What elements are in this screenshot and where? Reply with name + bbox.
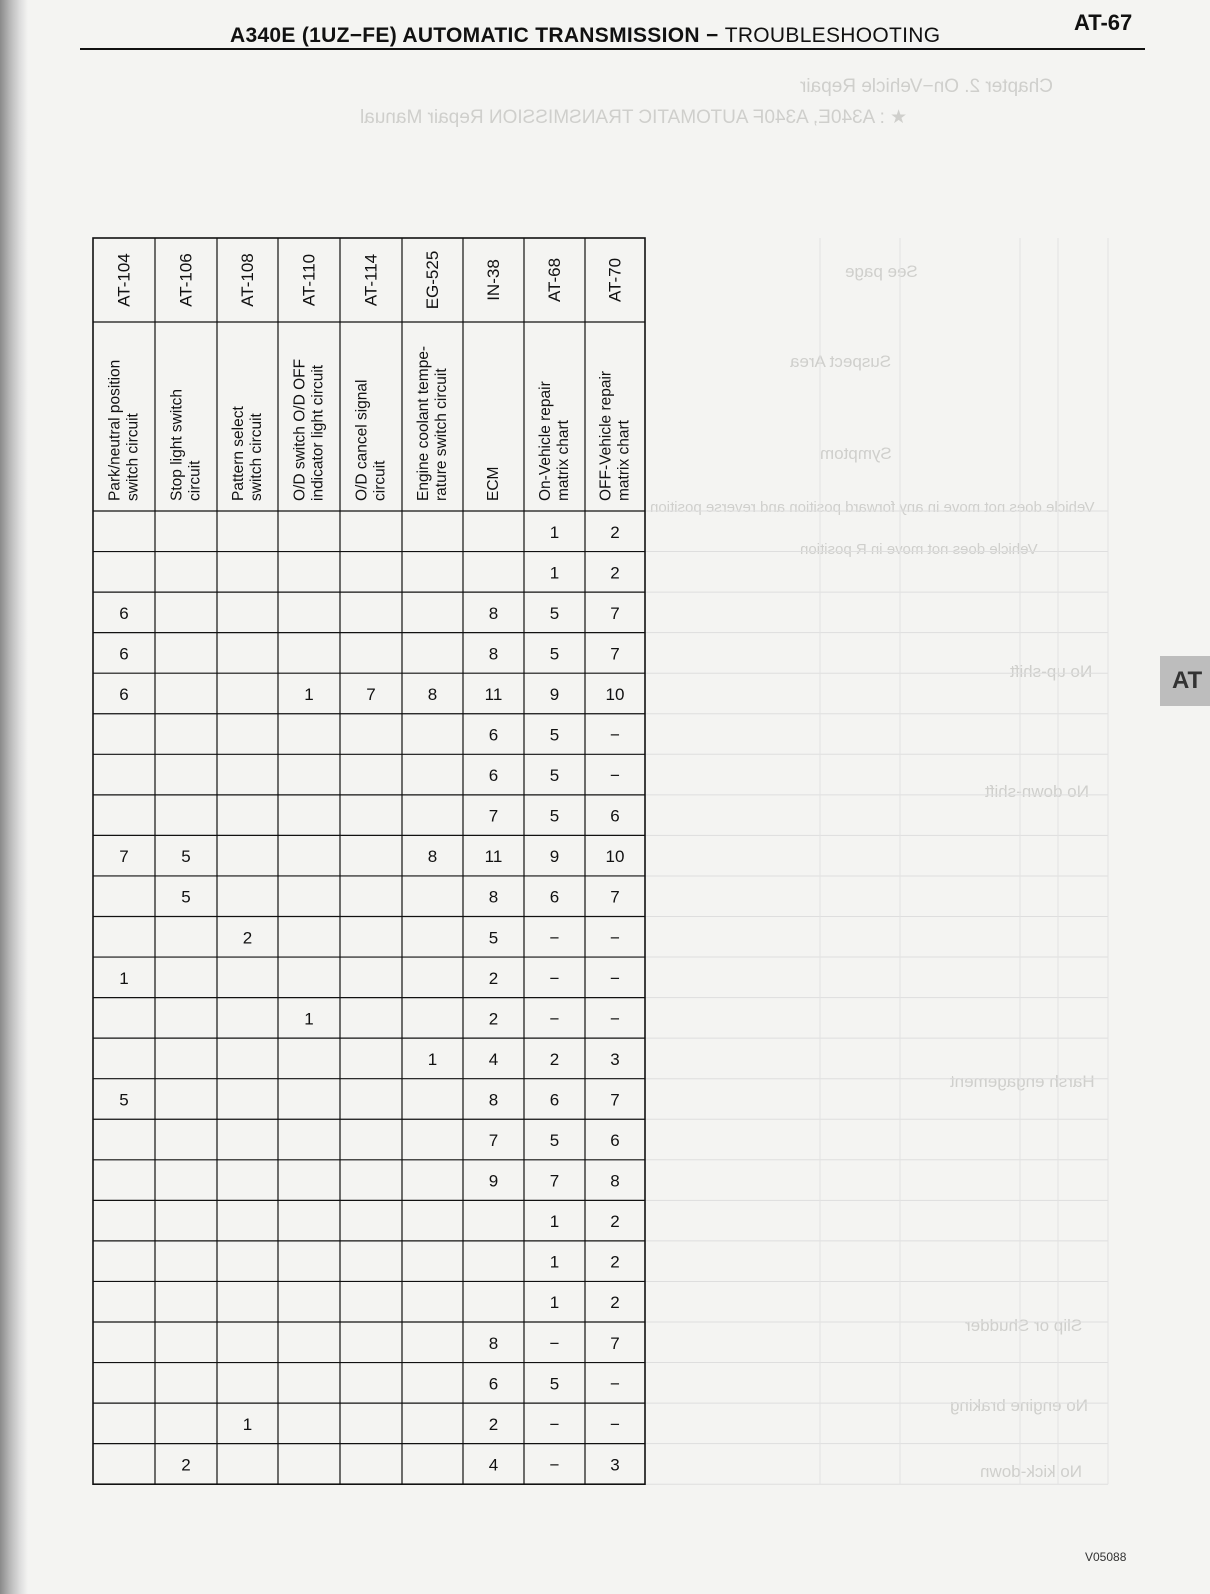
bleed-text-no-downshift: No down-shift — [985, 782, 1089, 801]
matrix-cell-value: 6 — [610, 1131, 620, 1151]
bleed-text-see-page: See page — [845, 262, 918, 281]
matrix-cell-value: 4 — [488, 1455, 499, 1475]
matrix-cell-value: − — [549, 1333, 560, 1353]
matrix-cell-value: − — [610, 766, 620, 786]
matrix-cell-value: 11 — [484, 847, 503, 867]
matrix-cell-value: 2 — [181, 1455, 191, 1475]
matrix-cell-value: 1 — [304, 684, 314, 704]
column-desc-label: On-Vehicle repair — [537, 381, 554, 501]
matrix-cell-value: 7 — [488, 1131, 499, 1151]
section-tab: AT — [1160, 656, 1210, 706]
bleed-text-no-upshift: No up-shift — [1010, 662, 1093, 681]
column-desc-label: O/D cancel signal — [353, 379, 371, 501]
matrix-cell-value: 2 — [610, 522, 620, 542]
matrix-cell-value: 3 — [610, 1049, 620, 1069]
column-desc-label: switch circuit — [248, 413, 265, 501]
bleed-text-chapter: Chapter 2. On−Vehicle Repair — [800, 76, 1053, 97]
matrix-cell-value: 2 — [610, 563, 620, 583]
matrix-cell-value: 9 — [549, 847, 560, 867]
matrix-cell-value: 7 — [610, 644, 620, 664]
matrix-cell-value: 6 — [549, 1090, 560, 1110]
matrix-cell-value: 1 — [549, 522, 560, 542]
matrix-cell-value: 5 — [549, 1131, 560, 1151]
matrix-cell-value: 2 — [488, 1414, 499, 1434]
column-desc-label: Park/neutral position — [106, 359, 124, 501]
matrix-cell-value: − — [610, 968, 620, 988]
column-ref-label: AT-106 — [176, 253, 196, 307]
matrix-cell-value: 1 — [549, 1252, 560, 1272]
column-desc-label: O/D switch O/D OFF — [291, 358, 309, 501]
matrix-cell-value: 8 — [488, 1333, 499, 1353]
column-desc-label: indicator light circuit — [309, 364, 327, 501]
matrix-cell-value: 8 — [488, 644, 499, 664]
bleed-text-no-move: Vehicle does not move in any forward position and reverse position — [650, 499, 1095, 516]
matrix-cell-value: 6 — [488, 1374, 499, 1394]
column-ref-label: AT-108 — [238, 253, 257, 307]
title-main: A340E (1UZ−FE) AUTOMATIC TRANSMISSION — [230, 24, 700, 47]
matrix-cell-value: 6 — [119, 644, 129, 664]
column-desc-label: matrix chart — [555, 420, 572, 501]
matrix-cells — [119, 523, 624, 1475]
column-desc-label: OFF-Vehicle repair — [597, 370, 615, 501]
matrix-cell-value: 5 — [549, 603, 560, 623]
matrix-cell-value: 10 — [605, 684, 625, 704]
matrix-cell-value: 1 — [549, 1212, 560, 1232]
matrix-cell-value: 1 — [304, 1009, 314, 1029]
column-ref-label: AT-68 — [545, 257, 564, 303]
bleed-text-no-braking: No engine braking — [950, 1396, 1088, 1415]
matrix-cell-value: 1 — [427, 1049, 438, 1069]
column-desc-label: rature switch circuit — [433, 368, 450, 501]
matrix-cell-value: − — [549, 1009, 560, 1029]
matrix-cell-value: 5 — [549, 644, 560, 664]
bleed-text-harsh: Harsh engagement — [950, 1072, 1095, 1091]
matrix-cell-value: 7 — [366, 684, 376, 704]
matrix-cell-value: − — [610, 1414, 620, 1434]
column-ref-label: AT-104 — [114, 253, 134, 307]
matrix-cell-value: − — [610, 928, 620, 948]
bleed-text-slip: Slip or Shudder — [965, 1316, 1083, 1335]
matrix-cell-value: 2 — [610, 1212, 620, 1232]
matrix-cell-value: 7 — [610, 1090, 620, 1110]
matrix-cell-value: 5 — [488, 928, 499, 948]
matrix-cell-value: 5 — [181, 847, 191, 867]
matrix-cell-value: 8 — [488, 1090, 499, 1110]
bleed-grid — [645, 238, 1108, 1484]
matrix-cell-value: 7 — [610, 603, 620, 623]
column-desc-label: matrix chart — [615, 420, 633, 501]
column-desc-label: circuit — [186, 460, 204, 501]
matrix-cell-value: 6 — [549, 887, 560, 907]
column-ref-label: AT-70 — [605, 257, 625, 303]
bleed-text-no-move-r: Vehicle does not move in R position — [800, 541, 1038, 558]
column-ref-label: AT-114 — [361, 253, 381, 307]
matrix-cell-value: 8 — [610, 1171, 620, 1191]
matrix-cell-value: 7 — [488, 806, 499, 826]
matrix-cell-value: 1 — [242, 1414, 253, 1434]
matrix-cell-value: 7 — [119, 847, 129, 867]
matrix-cell-value: 5 — [549, 766, 560, 786]
bleed-text-no-kickdown: No kick-down — [980, 1462, 1083, 1481]
column-desc-label: circuit — [371, 460, 389, 501]
matrix-cell-value: 5 — [119, 1090, 129, 1110]
matrix-cell-value: 9 — [549, 684, 560, 704]
matrix-cell-value: − — [549, 928, 560, 948]
column-desc-label: ECM — [485, 466, 502, 501]
column-desc-label: Engine coolant tempe- — [415, 345, 432, 501]
matrix-cell-value: 6 — [119, 603, 129, 623]
matrix-cell-value: − — [549, 1455, 560, 1475]
matrix-cell-value: 7 — [610, 887, 620, 907]
matrix-cell-value: 7 — [549, 1171, 560, 1191]
matrix-cell-value: − — [610, 1374, 620, 1394]
matrix-cell-value: − — [549, 968, 560, 988]
matrix-cell-value: 3 — [610, 1455, 620, 1475]
title-subtitle: TROUBLESHOOTING — [724, 24, 941, 47]
matrix-cell-value: 2 — [488, 968, 499, 988]
matrix-cell-value: − — [610, 725, 620, 745]
matrix-cell-value: 11 — [484, 684, 503, 704]
matrix-cell-value: 6 — [488, 766, 499, 786]
matrix-cell-value: 6 — [610, 806, 620, 826]
matrix-cell-value: 5 — [549, 725, 560, 745]
column-ref-label: EG-525 — [423, 250, 442, 310]
column-desc-label: switch circuit — [124, 413, 142, 501]
matrix-cell-value: 1 — [549, 1293, 560, 1313]
matrix-cell-value: 6 — [488, 725, 499, 745]
matrix-cell-value: 7 — [610, 1333, 620, 1353]
matrix-cell-value: 2 — [610, 1293, 620, 1313]
matrix-cell-value: 1 — [549, 563, 560, 583]
matrix-cell-value: 4 — [488, 1049, 499, 1069]
bleed-text-suspect-area: Suspect Area — [790, 352, 892, 371]
column-desc-label: Pattern select — [230, 406, 247, 501]
column-desc-label: Stop light switch — [168, 389, 186, 501]
matrix-cell-value: 5 — [181, 887, 191, 907]
matrix-cell-value: 8 — [488, 603, 499, 623]
matrix-cell-value: 8 — [427, 847, 438, 867]
matrix-cell-value: 6 — [119, 684, 129, 704]
matrix-column-headers — [107, 251, 633, 501]
matrix-cell-value: 5 — [549, 1374, 560, 1394]
bleed-text-symptom: Symptom — [820, 444, 892, 463]
matrix-cell-value: 8 — [427, 684, 438, 704]
matrix-cell-value: 9 — [488, 1171, 499, 1191]
matrix-cell-value: − — [610, 1009, 620, 1029]
matrix-cell-value: 5 — [549, 806, 560, 826]
page-number: AT-67 — [1074, 10, 1133, 35]
title-sep: − — [705, 24, 719, 47]
matrix-cell-value: − — [549, 1414, 560, 1434]
matrix-cell-value: 2 — [549, 1049, 560, 1069]
matrix-cell-value: 8 — [488, 887, 499, 907]
column-ref-label: IN-38 — [484, 259, 503, 301]
matrix-cell-value: 2 — [242, 928, 253, 948]
matrix-cell-value: 10 — [605, 847, 625, 867]
column-ref-label: AT-110 — [299, 253, 319, 307]
matrix-cell-value: 2 — [488, 1009, 499, 1029]
matrix-cell-value: 1 — [119, 968, 129, 988]
figure-code: V05088 — [1085, 1550, 1127, 1564]
bleed-text-manual: ★ : A340E, A340F AUTOMATIC TRANSMISSION Repair Manual — [360, 107, 908, 128]
matrix-cell-value: 2 — [610, 1252, 620, 1272]
